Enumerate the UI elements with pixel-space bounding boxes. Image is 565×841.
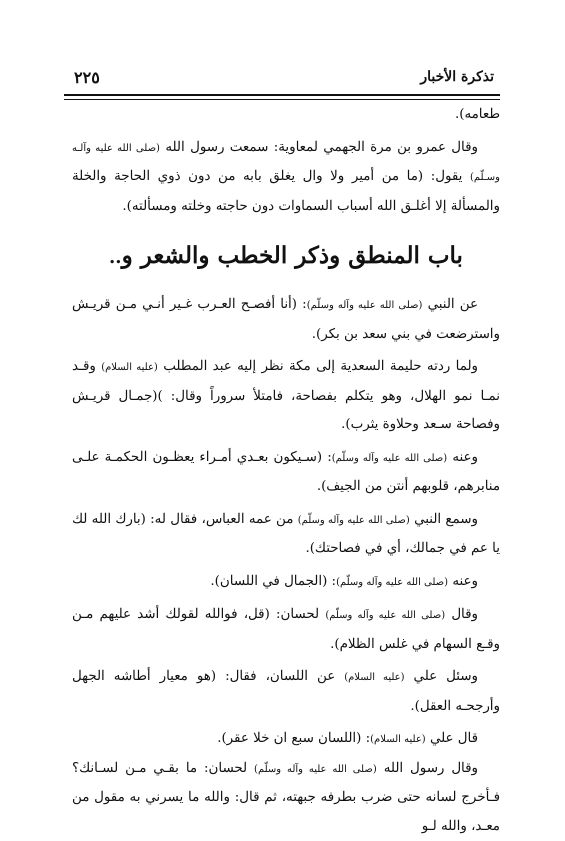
- paragraph-umara: [72, 444, 500, 502]
- paragraph-abbas: [72, 506, 500, 564]
- honorific-text: (صلى الله عليه وآله وسلّم): [336, 577, 448, 588]
- paragraph-text: وقال: [445, 607, 478, 622]
- honorific-text: (صلى الله عليه وآله وسلّم): [254, 764, 377, 775]
- paragraph-hassan: [72, 601, 500, 659]
- running-header: [64, 66, 500, 96]
- paragraph-text: وقال عمرو بن مرة الجهمي لمعاوية: سمعت رسول الله: [160, 140, 478, 155]
- paragraph-halima: [72, 353, 500, 440]
- paragraph-text: عن اللسان، فقال: (هو معيار أطاشه الجهل وأرجحـه العقل).: [72, 669, 500, 714]
- running-title: تذكرة الأخبار: [420, 69, 494, 85]
- paragraph-text: : (الجمال في اللسان).: [210, 574, 336, 589]
- paragraph-text: وعنه: [448, 574, 478, 589]
- paragraph-text: وسمع النبي: [410, 512, 478, 527]
- paragraph-hassan-lisan: [72, 755, 500, 841]
- paragraph-continuation: طعامه).: [72, 101, 500, 130]
- header-rule-thin: [64, 99, 500, 100]
- honorific-text: (صلى الله عليه وآله وسلّم): [325, 610, 445, 621]
- paragraph-text: عن النبي: [422, 297, 478, 312]
- section-heading: [72, 239, 500, 275]
- header-rule-thick: [64, 94, 500, 96]
- paragraph-text: : (أنا أفصـح العـرب غـير أنـي مـن قريـش واسترضعت في بني سعد بن بكر).: [72, 297, 500, 342]
- paragraph-text: : (اللسان سبع ان خلا عقر).: [217, 731, 370, 746]
- honorific-text: (عليه السلام): [370, 734, 426, 745]
- paragraph-ali-lisan: [72, 663, 500, 721]
- paragraph-text: وقال رسول الله: [377, 761, 478, 776]
- paragraph-amr-bin-murra: [72, 134, 500, 222]
- paragraph-text: قال علي: [426, 731, 478, 746]
- paragraph-text: يقول: (ما من أمير ولا وال يغلق بابه من دون ذوي الحاجة والخلة والمسألة إلا أغلـق الله أسباب السماوات دون حاجته وخلته ومسألته).: [72, 169, 500, 214]
- paragraph-afsah-al-arab: [72, 291, 500, 349]
- honorific-text: (صلى الله عليه وآله وسلّم): [298, 515, 410, 526]
- paragraph-text: من عمه العباس، فقال له: (بارك الله لك يا عم في جمالك، أي في فصاحتك).: [72, 512, 500, 557]
- section-heading-text: باب المنطق وذكر الخطب والشعر و: [122, 242, 463, 269]
- honorific-text: (صلى الله عليه وآله وسلّم): [332, 453, 447, 464]
- honorific-text: (عليه السلام): [101, 362, 158, 373]
- page-number: ٢٢٥: [74, 68, 100, 87]
- honorific-text: (صلى الله عليه وآله وسلّم): [307, 300, 423, 311]
- honorific-text: (صلى الله عليه وآلـه وسـلّم): [72, 143, 500, 184]
- paragraph-text: وعنه: [447, 450, 478, 465]
- paragraph-text: لحسان: (قل، فوالله لقولك أشد عليهم مـن وقـع السهام في غلس الظلام).: [72, 607, 500, 652]
- paragraph-ali-sabu: [72, 725, 500, 755]
- page-body: [72, 101, 500, 841]
- paragraph-jamal: [72, 568, 500, 598]
- paragraph-text: ولما ردته حليمة السعدية إلى مكة نظر إليه عبد المطلب: [158, 359, 478, 374]
- paragraph-text: وقـد نمـا نمو الهلال، وهو يتكلم بفصاحة، فامتلأ سروراً وقال: )(جمـال قريـش وفصاحة سـعد وحلاوة يثرب).: [72, 359, 500, 432]
- paragraph-text: وسئل علي: [405, 669, 478, 684]
- paragraph-text: لحسان: ما بقـي مـن لسـانك؟ فـأخرج لسانه حتى ضرب بطرفه جبهته، ثم قال: والله ما يسرني به مقول من معـد، والله لـو: [72, 761, 500, 834]
- honorific-text: (عليه السلام): [344, 672, 404, 683]
- paragraph-text: : (سـيكون بعـدي أمـراء يعظـون الحكمـة علـى منابرهم، قلوبهم أنتن من الجيف).: [72, 450, 500, 495]
- section-heading-dots: ..: [109, 247, 122, 268]
